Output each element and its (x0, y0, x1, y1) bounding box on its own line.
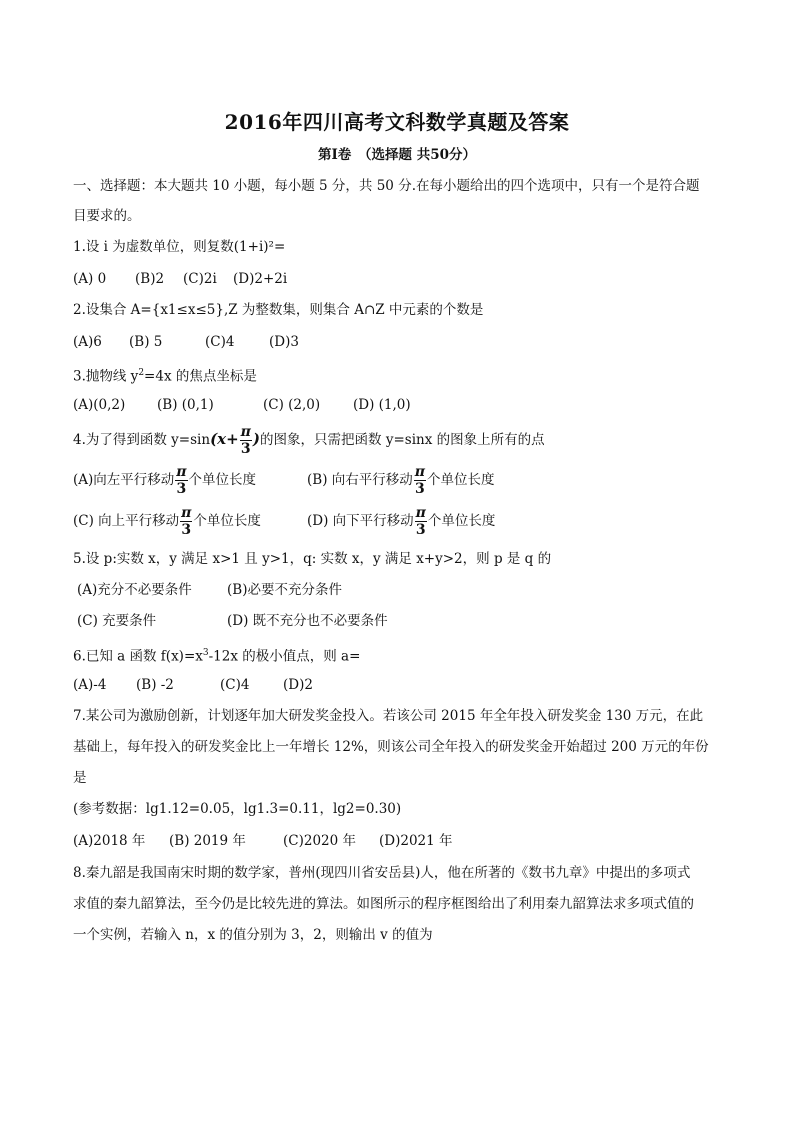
question-5-stem: 5.设 p:实数 x，y 满足 x>1 且 y>1，q: 实数 x，y 满足 x+y>2，则 p 是 q 的 (73, 551, 552, 567)
question-7-reference: (参考数据：lg1.12=0.05，lg1.3=0.11，lg2=0.30) (73, 801, 402, 817)
q6-option-d: (D)2 (283, 677, 313, 693)
q2-option-c: (C)4 (205, 334, 235, 350)
q4-option-a-fraction (175, 465, 187, 496)
q7-option-c: (C)2020 年 (283, 833, 357, 849)
frac-num: π (181, 505, 192, 521)
question-2-stem: 2.设集合 A={x1≤x≤5},Z 为整数集，则集合 A∩Z 中元素的个数是 (73, 302, 484, 318)
q6-stem-tail: -12x 的极小值点，则 a= (208, 648, 361, 665)
q4-paren-close: ) (252, 430, 261, 448)
q2-option-b: (B) 5 (129, 334, 163, 350)
frac-num: π (240, 424, 251, 440)
q5-option-d: (D) 既不充分也不必要条件 (227, 613, 388, 629)
q4-fraction-pi-over-3 (240, 425, 252, 456)
section-subtitle: 第I卷 （选择题 共50分） (317, 147, 477, 163)
q4-option-b-tail: 个单位长度 (427, 472, 495, 488)
q3-stem-tail: =4x 的焦点坐标是 (144, 368, 257, 385)
question-4-options-row-1 (73, 465, 495, 496)
frac-num: π (176, 464, 187, 480)
q1-option-b: (B)2 (135, 271, 165, 287)
frac-den: 3 (181, 522, 192, 538)
q4-option-c-fraction (180, 506, 192, 537)
q4-option-b-fraction (414, 465, 426, 496)
q6-stem-text: 6.已知 a 函数 f(x)=x (73, 648, 203, 665)
q3-exponent: 2 (138, 368, 145, 378)
q5-option-b: (B)必要不充分条件 (227, 582, 342, 598)
intro-line-1: 一、选择题：本大题共 10 小题，每小题 5 分，共 50 分.在每小题给出的四个选项中，只有一个是符合题 (73, 178, 700, 194)
question-3-options (73, 396, 411, 414)
q6-exponent: 3 (202, 648, 209, 658)
question-8-line-3: 一个实例，若输入 n，x 的值分别为 3，2，则输出 v 的值为 (73, 927, 433, 943)
question-7-options (73, 832, 453, 850)
q4-option-c (73, 506, 307, 537)
q4-option-c-tail: 个单位长度 (193, 513, 261, 529)
q4-option-a-text: (A)向左平行移动 (73, 472, 175, 488)
question-1-stem: 1.设 i 为虚数单位，则复数(1+i)²= (73, 239, 286, 255)
question-7-line-3: 是 (73, 770, 87, 786)
q4-stem-text: 4.为了得到函数 y=sin (73, 432, 211, 448)
question-5-options-row-1 (77, 581, 342, 599)
question-2-options (73, 333, 299, 351)
q4-option-d-fraction (415, 506, 427, 537)
question-6-stem (73, 644, 360, 666)
q4-option-d-text: (D) 向下平行移动 (307, 513, 414, 529)
q7-option-b: (B) 2019 年 (169, 833, 246, 849)
question-4-options-row-2 (73, 506, 495, 537)
q3-option-d: (D) (1,0) (353, 397, 411, 413)
question-7-line-1: 7.某公司为激励创新，计划逐年加大研发奖金投入。若该公司 2015 年全年投入研发奖金 130 万元，在此 (73, 708, 704, 724)
q1-option-c: (C)2i (183, 271, 217, 287)
question-1-options (73, 270, 287, 288)
q4-option-d-tail: 个单位长度 (427, 513, 496, 529)
frac-num: π (414, 464, 425, 480)
question-6-options (73, 676, 313, 694)
q7-option-d: (D)2021 年 (379, 833, 453, 849)
q6-option-b: (B) -2 (136, 677, 174, 693)
question-5-options-row-2 (77, 612, 388, 630)
q6-option-c: (C)4 (220, 677, 250, 693)
q1-option-d: (D)2+2i (233, 271, 288, 287)
intro-line-2: 目要求的。 (73, 208, 141, 224)
frac-den: 3 (415, 522, 426, 538)
q5-option-c: (C) 充要条件 (77, 613, 157, 629)
question-4-stem (73, 424, 545, 456)
q3-option-c: (C) (2,0) (263, 397, 321, 413)
q2-option-d: (D)3 (269, 334, 299, 350)
q4-option-a (73, 465, 307, 496)
q4-option-c-text: (C) 向上平行移动 (73, 513, 180, 529)
page-title: 2016年四川高考文科数学真题及答案 (224, 110, 570, 134)
q4-option-a-tail: 个单位长度 (188, 472, 257, 488)
question-8-line-2: 求值的秦九韶算法，至今仍是比较先进的算法。如图所示的程序框图给出了利用秦九韶算法求多项式值的 (73, 896, 694, 912)
frac-den: 3 (415, 481, 425, 497)
q6-option-a: (A)-4 (73, 677, 107, 693)
q3-stem-text: 3.抛物线 y (73, 368, 139, 385)
q4-option-d (307, 506, 495, 537)
question-7-line-2: 基础上，每年投入的研发奖金比上一年增长 12%，则该公司全年投入的研发奖金开始超过 200 万元的年份 (73, 739, 709, 755)
frac-den: 3 (240, 441, 251, 457)
frac-num: π (415, 505, 426, 521)
q3-option-a: (A)(0,2) (73, 397, 126, 413)
question-3-stem (73, 364, 257, 386)
q1-option-a: (A) 0 (73, 271, 107, 287)
q4-option-b (307, 465, 495, 496)
q5-option-a: (A)充分不必要条件 (77, 582, 192, 598)
q3-option-b: (B) (0,1) (157, 397, 214, 413)
question-8-line-1: 8.秦九韶是我国南宋时期的数学家，普州(现四川省安岳县)人，他在所著的《数书九章》中提出的多项式 (73, 865, 691, 881)
q4-option-b-text: (B) 向右平行移动 (307, 472, 413, 488)
q2-option-a: (A)6 (73, 334, 102, 350)
q4-paren-x: (x+ (210, 430, 239, 448)
q4-stem-tail: 的图象，只需把函数 y=sinx 的图象上所有的点 (260, 432, 545, 448)
frac-den: 3 (176, 481, 187, 497)
q7-option-a: (A)2018 年 (73, 833, 146, 849)
